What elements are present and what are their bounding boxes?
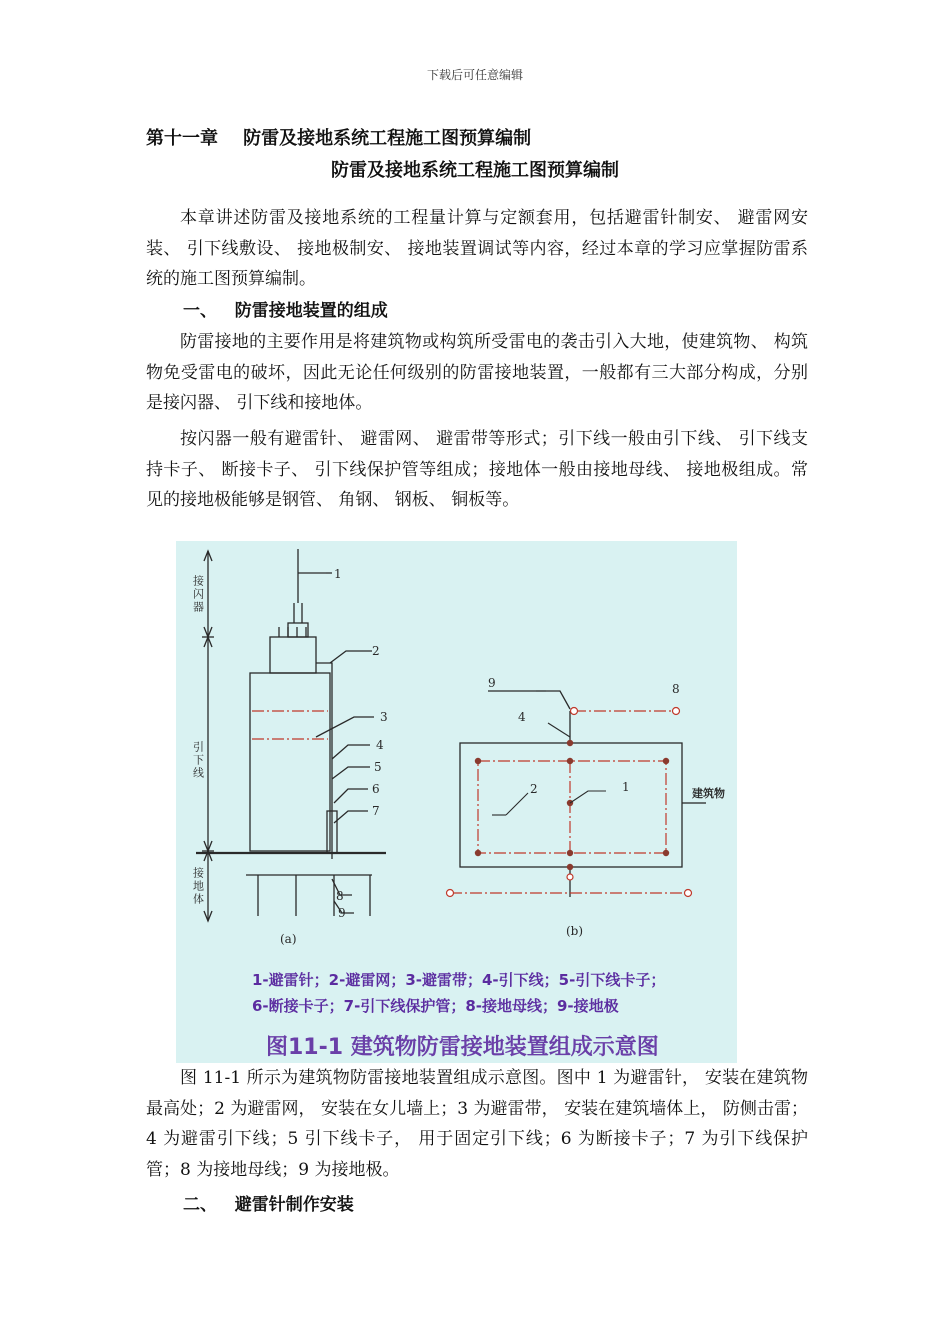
section-1-paragraph-1: 防雷接地的主要作用是将建筑物或构筑所受雷电的袭击引入大地，使建筑物、 构筑物免受雷电的破坏，因此无论任何级别的防雷接地装置，一般都有三大部分构成，分别是接闪器、 引下线和接地体。: [146, 332, 808, 413]
label-air-terminal: 接闪器: [191, 575, 205, 614]
figure-title: 图11-1 建筑物防雷接地装置组成示意图: [266, 1035, 659, 1060]
legend-line-1: 1-避雷针；2-避雷网；3-避雷带；4-引下线；5-引下线卡子；: [252, 971, 666, 989]
num-a-3: 3: [380, 710, 388, 724]
caption-b: (b): [566, 924, 584, 938]
legend-line-2: 6-断接卡子；7-引下线保护管；8-接地母线；9-接地极: [252, 997, 619, 1015]
caption-a: (a): [280, 932, 297, 946]
figure-lightning-protection: [176, 541, 737, 1063]
num-b-8: 8: [672, 682, 680, 696]
num-b-1: 1: [622, 780, 630, 794]
figure-svg: [176, 541, 737, 1063]
num-a-2: 2: [372, 644, 380, 658]
num-a-8: 8: [336, 889, 344, 903]
label-building: 建筑物: [692, 787, 725, 800]
num-a-7: 7: [372, 804, 380, 818]
num-a-6: 6: [372, 782, 380, 796]
section-2-heading: 二、 避雷针制作安装: [183, 1195, 354, 1215]
section-1-heading: 一、 防雷接地装置的组成: [183, 301, 388, 321]
num-a-9: 9: [338, 906, 346, 920]
intro-paragraph: 本章讲述防雷及接地系统的工程量计算与定额套用，包括避雷针制安、 避雷网安装、 引下线敷设、 接地极制安、 接地装置调试等内容，经过本章的学习应掌握防雷系统的施工图预算编制。: [146, 208, 808, 289]
label-down-conductor: 引下线: [191, 741, 205, 780]
header-note: 下载后可任意编辑: [426, 68, 523, 82]
num-b-2: 2: [530, 782, 538, 796]
label-ground: 接地体: [191, 867, 205, 906]
section-1-paragraph-2: 按闪器一般有避雷针、 避雷网、 避雷带等形式；引下线一般由引下线、 引下线支持卡子、 断接卡子、 引下线保护管等组成；接地体一般由接地母线、 接地极组成。常见的接地极能够是钢管、 角钢、 钢板、 铜板等。: [146, 429, 808, 510]
num-b-9: 9: [488, 676, 496, 690]
chapter-title: 第十一章 防雷及接地系统工程施工图预算编制: [146, 128, 532, 149]
sub-title: 防雷及接地系统工程施工图预算编制: [331, 160, 619, 181]
num-a-4: 4: [376, 738, 384, 752]
roof-net-b: [478, 761, 666, 853]
num-a-1: 1: [334, 567, 342, 581]
num-a-5: 5: [374, 760, 382, 774]
building-body: [250, 673, 330, 851]
after-figure-paragraph: 图 11-1 所示为建筑物防雷接地装置组成示意图。图中 1 为避雷针， 安装在建筑物最高处；2 为避雷网， 安装在女儿墙上；3 为避雷带， 安装在建筑墙体上， 防侧击雷；4 为避雷引下线；5 引下线卡子， 用于固定引下线；6 为断接卡子；7 为引下线保护管；8 为接地母线；9 为接地极。: [146, 1068, 808, 1180]
building-top: [270, 637, 316, 673]
num-b-4: 4: [518, 710, 526, 724]
